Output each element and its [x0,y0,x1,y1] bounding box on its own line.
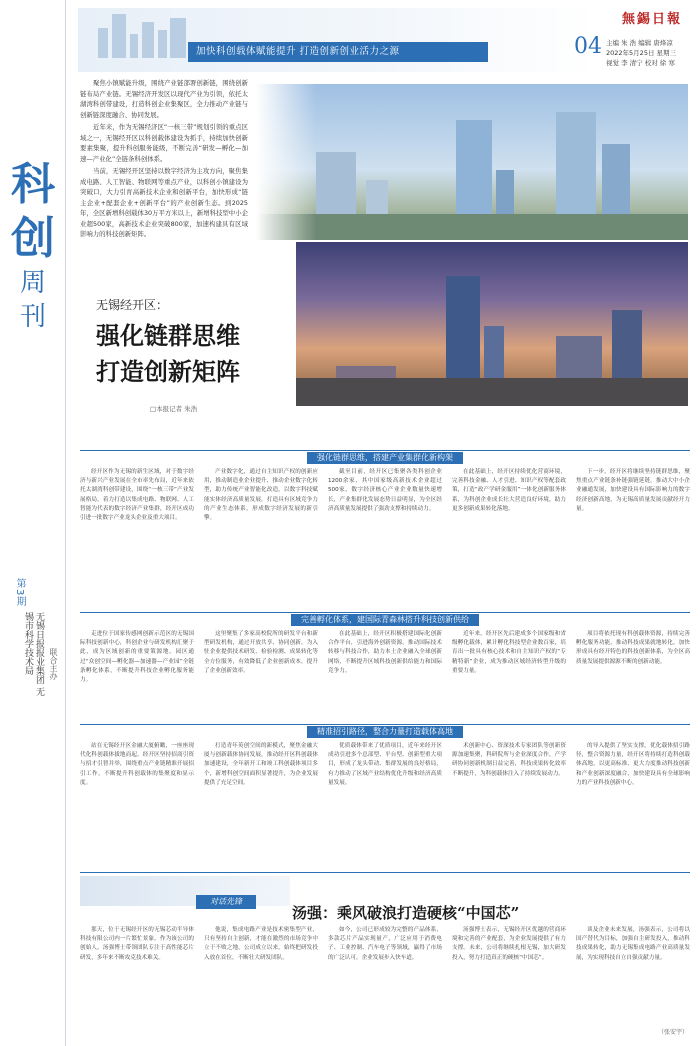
article-column: 打造青年英创空间的新模式，聚焦金融大厦与创新载体协同发展，推动经开区科创载体加速建设，全年新开工和竣工科创载体项目多个，新增科创空间面积显著提升，为企业发展提供了充足空间。 [204,743,318,786]
section-bar [80,612,690,624]
article-column: 站在无锡经开区金融大厦俯瞰，一座座现代化科创载体拔地而起。经开区坚持招商引资与招才引智并举，围绕重点产业链精准开展招引工作，不断提升科创载体的集聚度和显示度。 [80,743,194,786]
article-column: 经开区作为无锡的新生区域，对于数字经济与新兴产业发展在全市率先布局，近年来依托太湖湾科创带建设，围绕“一核三带”产业发展格局，着力打造以集成电路、物联网、人工智能为代表的数字经济产业集群，经开区成功引进一批数字产业龙头企业及重大项目。 [80,469,194,522]
section-bar [80,724,690,736]
article-column: 近年来，经开区先后建成多个国家级和省级孵化载体，累计孵化科技型企业数百家，培育出一批具有核心技术和自主知识产权的“专精特新”企业，成为推动区域经济转型升级的重要力量。 [452,631,566,674]
profile-headline: 汤强：乘风破浪打造硬核“中国芯” [292,904,520,922]
page-meta [606,38,676,68]
article-column: 这里聚集了多家高校院所的研发平台和新型研发机构，通过开放共享、协同创新，为入驻企业提供技术研发、检验检测、成果转化等全方位服务，有效降低了企业创新成本，提升了企业创新效率。 [204,631,318,674]
section-bar [80,450,690,462]
section-title: 精准招引路径，整合力量打造载体高地 [307,726,463,738]
publisher-org: 无锡日报报业集团 无锡市科学技术局 [23,612,44,696]
profile-banner [80,876,290,906]
section-columns [80,742,690,864]
headline-line: 打造创新矩阵 [96,357,240,386]
skyline-banner [78,8,598,72]
article-column: 优质载体带来了优质项目，近年来经开区成功引进多个总部型、平台型、创新型重大项目，形成了龙头带动、集群发展的良好格局，有力推动了区域产业结构优化升级和经济高质量发展。 [328,743,442,786]
article-column: 走进位于国家传感网创新示范区的无锡国际科技创新中心，科创企业与研发机构汇聚于此，成为区域创新的重要策源地。园区通过“众创空间—孵化器—加速器—产业园”全链条孵化体系，不断提升科技企业孵化服务能力。 [80,631,194,684]
city-photo-day [256,84,688,240]
article-column: 在此基础上，经开区持续优化营商环境，完善科技金融、人才引进、知识产权等配套政策，打造“政产学研金服用”一体化创新服务体系，为科创企业成长壮大营造良好环境，助力更多创新成果转化落地。 [452,469,566,512]
article-column: 他说，集成电路产业是技术密集型产业，只有坚持自主创新，才能在激烈的市场竞争中立于不败之地。公司成立以来，始终把研发投入放在首位，不断壮大研发团队。 [204,927,318,961]
masthead-zhou: 周 [19,268,46,298]
article-column: 下一步，经开区将继续坚持链群思维，聚焦重点产业链条补链强链延链，推动大中小企业融通发展，加快建设具有国际影响力的数字经济创新高地，为无锡高质量发展贡献经开力量。 [576,469,690,512]
article-column: 术创新中心、资深技术专家团队等创新资源加速集聚，科研院所与企业深度合作，产学研协同创新机制日益完善，科技成果转化效率不断提升，为科创载体注入了持续发展动力。 [452,743,566,777]
section-title: 强化链群思维，搭建产业集群化新构架 [307,452,463,464]
article-column: 在此基础上，经开区积极搭建国际化创新合作平台，引进海外创新资源，推动国际技术转移与科技合作，助力本土企业融入全球创新网络，不断提升区域科技创新供给能力和国际竞争力。 [328,631,442,674]
issue-number: 第3期 [14,578,25,608]
profile-rule [80,872,690,873]
article-headline [96,318,240,390]
article-column: 那天，位于无锡经开区的无锡芯动半导体科技有限公司内一片繁忙景象。作为该公司的创始人，汤强博士带领团队专注于高性能芯片研发，多年来不断攻克技术难关。 [80,927,194,961]
meta-line: 主编 朱 浩 编辑 唐烽凉 [606,39,673,47]
photo-fade [256,84,316,240]
section-title: 完善孵化体系，建国际青森林搭升科技创新供给 [291,614,479,626]
article-column: 汤强博士表示，无锡经开区优越的营商环境和完善的产业配套，为企业发展提供了有力支撑。未来，公司将继续扎根无锡，加大研发投入，努力打造真正的硬核“中国芯”。 [452,927,566,961]
article-column: 项目将依托现有科创载体资源，持续完善孵化服务功能，推动科技成果就地转化，加快形成具有经开特色的科技创新体系，为全区高质量发展提供源源不断的创新动能。 [576,631,690,665]
profile-columns [80,926,690,1032]
lead-paragraph: 当前，无锡经开区坚持以数字经济为主攻方向，聚焦集成电路、人工智能、物联网等重点产业，以科创小镇建设为突破口，大力引育高新技术企业和创新平台，加快形成“链主企业+配套企业+创新平台”的产业创新生态。到2025年，全区新增科创载体30万平方米以上，新增科技型中小企业超500家，高新技术企业突破800家，加速构建具有区域影响力的科技创新矩阵。 [80,167,248,238]
masthead-kan: 刊 [19,302,46,332]
article-column: 谈及企业未来发展，汤强表示，公司将以国产替代为目标，加强自主研发投入，推动科技成果转化，助力无锡集成电路产业高质量发展，为实现科技自立自强贡献力量。 [576,927,690,961]
headline-line: 强化链群思维 [96,321,240,350]
article-column: 的导入提供了坚实支撑。优化载体招引路径，整合资源力量，经开区将持续打造科创载体高地，以更高标准、更大力度推动科技创新和产业创新深度融合，加快建设具有全球影响力的产业科技创新中心。 [576,743,690,786]
page-number: 04 [574,34,602,59]
article-column: 如今，公司已形成较为完整的产品体系，多款芯片产品实现量产，广泛应用于消费电子、工业控制、汽车电子等领域，赢得了市场的广泛认可，企业发展步入快车道。 [328,927,442,961]
lead-text [80,78,248,240]
column-tag: 对话先锋 [196,895,256,909]
article-kicker: 无锡经开区： [96,298,169,312]
header-slogan: 加快科创载体赋能提升 打造创新创业活力之源 [188,42,488,62]
byline: □本报记者 朱浩 [150,405,198,413]
author-credit: （张安宇） [657,1029,688,1036]
section-columns [80,468,690,606]
page-header [66,0,700,80]
article-column: 截至目前，经开区已集聚各类科创企业1200余家，其中国家级高新技术企业超过500家，数字经济核心产业企业数量快速增长，产业集群化发展态势日益明显，为全区经济高质量发展提供了强劲支撑和持续动力。 [328,469,442,512]
city-photo-dusk [296,242,688,406]
lead-paragraph: 近年来，作为无锡经济区“一核三带”规划引领的重点区域之一，无锡经开区以科创载体建设为抓手，持续加快创新要素集聚，提升科创服务能级，不断完善“研发—孵化—加速—产业化”全链条科创体系。 [80,123,248,163]
masthead-chuang: 创 [11,213,55,264]
masthead-ke: 科 [11,159,55,210]
newspaper-logo: 無錫日報 [621,12,682,27]
masthead-column [0,0,66,1046]
publisher-role: 联合主办 [49,648,58,680]
section-columns [80,630,690,720]
meta-line: 视觉 李 清宁 校对 徐 寒 [606,59,675,67]
lead-paragraph: 聚焦小镇赋能升级，围绕产业链部署创新链，围绕创新链布局产业链。无锡经济开发区以现代产业为引领，依托太湖湾科创带建设，打造科创企业集聚区，全力推动产业链与创新链深度融合、协同发展。 [80,79,248,119]
meta-line: 2022年5月25日 星期三 [606,49,677,57]
article-column: 产业数字化，通过自主知识产权的创新应用，推动制造业企业提升，推动企业数字化转型，助力传统产业智能化改造，以数字科技赋能实体经济高质量发展，打造具有区域竞争力的产业生态体系，形成数字经济发展的新引擎。 [204,469,318,522]
